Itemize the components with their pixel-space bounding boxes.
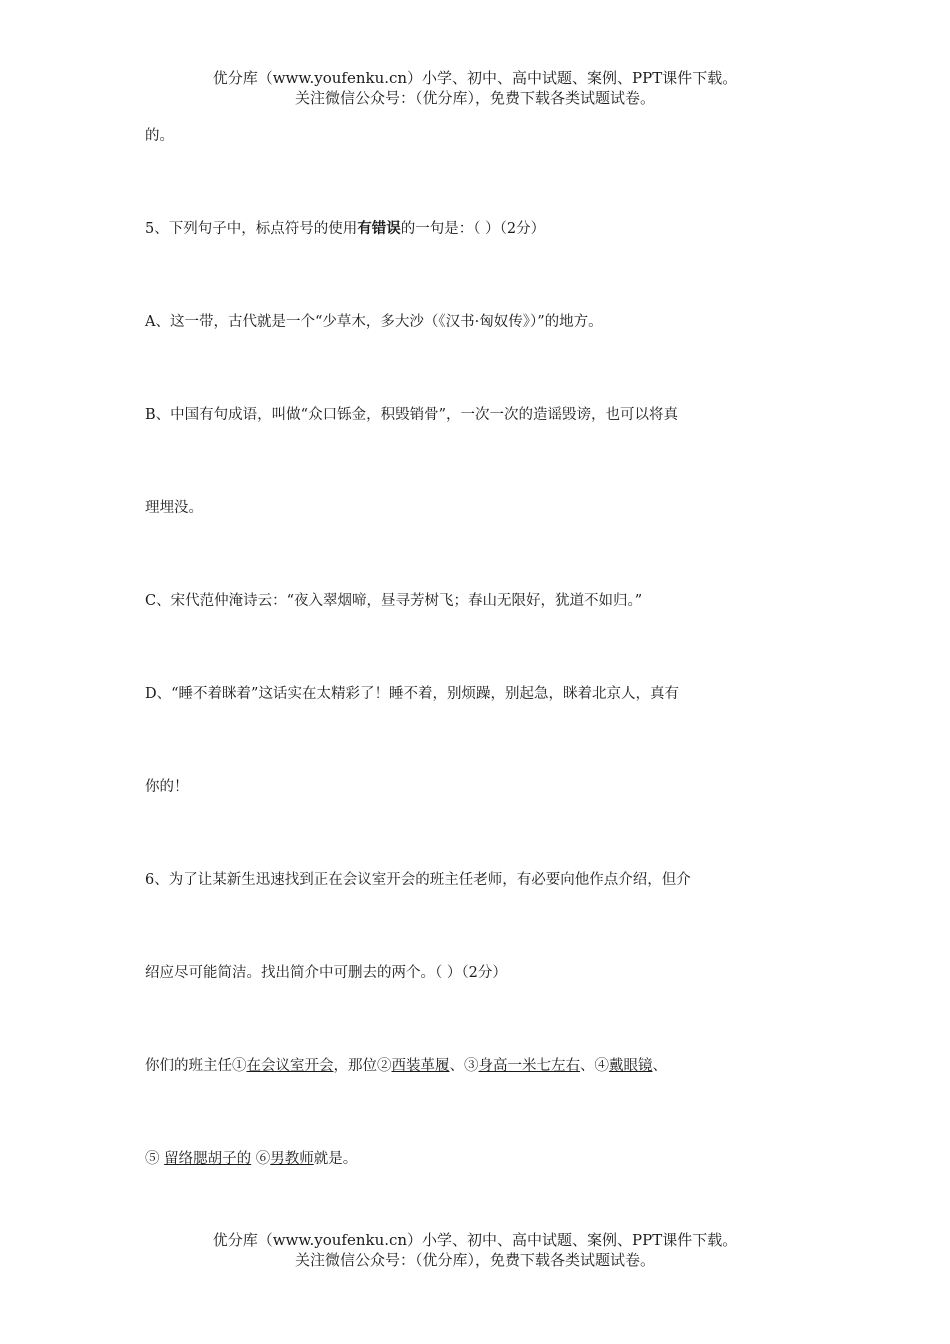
option-b-line-1: B、中国有句成语，叫做“众口铄金，积毁销骨”，一次一次的造谣毁谤，也可以将真	[145, 407, 678, 423]
continuation-line: 的。	[145, 128, 174, 144]
underlined-phrase-5: 留络腮胡子的	[164, 1151, 252, 1167]
intro2-text-1: ⑤	[145, 1151, 165, 1167]
question-5-prefix: 5、下列句子中，标点符号的使用	[145, 221, 358, 237]
underlined-phrase-1: 在会议室开会	[246, 1058, 334, 1074]
intro2-text-3: 就是。	[313, 1151, 358, 1167]
question-5-suffix: 的一句是：（ ）（2分）	[400, 221, 546, 237]
footer-line-1: 优分库（www.youfenku.cn）小学、初中、高中试题、案例、PPT课件下载。	[212, 1231, 738, 1249]
underlined-phrase-3: 身高一米七左右	[478, 1058, 580, 1074]
intro2-text-2: ⑥	[251, 1151, 271, 1167]
intro-text-5: 、	[652, 1058, 667, 1074]
underlined-phrase-6: 男教师	[270, 1151, 314, 1167]
footer-line-2: 关注微信公众号：（优分库），免费下载各类试题试卷。	[294, 1251, 655, 1269]
underlined-phrase-4: 戴眼镜	[609, 1058, 653, 1074]
introduction-line-2	[145, 1149, 357, 1169]
header-line-2: 关注微信公众号：（优分库），免费下载各类试题试卷。	[294, 89, 655, 107]
intro-text-1: 你们的班主任①	[145, 1058, 247, 1074]
question-5	[145, 219, 545, 239]
page-footer	[0, 1230, 950, 1270]
intro-text-4: 、④	[580, 1058, 609, 1074]
page-header	[0, 68, 950, 108]
option-a: A、这一带，古代就是一个“少草木，多大沙（《汉书·匈奴传》）”的地方。	[145, 314, 603, 330]
question-6-line-1: 6、为了让某新生迅速找到正在会议室开会的班主任老师，有必要向他作点介绍，但介	[145, 872, 691, 888]
option-d-line-2: 你的！	[145, 779, 189, 795]
question-6-line-2: 绍应尽可能简洁。找出简介中可删去的两个。（ ）（2分）	[145, 965, 507, 981]
header-line-1: 优分库（www.youfenku.cn）小学、初中、高中试题、案例、PPT课件下载。	[212, 69, 738, 87]
question-5-emphasis: 有错误	[357, 220, 401, 237]
intro-text-3: 、③	[449, 1058, 479, 1074]
option-c: C、宋代范仲淹诗云：“夜入翠烟啼，昼寻芳树飞；春山无限好，犹道不如归。”	[145, 593, 643, 609]
introduction-line-1	[145, 1056, 667, 1076]
underlined-phrase-2: 西装革履	[391, 1058, 450, 1074]
option-d-line-1: D、“睡不着眯着”这话实在太精彩了！睡不着，别烦躁，别起急，眯着北京人，真有	[145, 686, 679, 702]
intro-text-2: ，那位②	[333, 1058, 392, 1074]
option-b-line-2: 理埋没。	[145, 500, 203, 516]
